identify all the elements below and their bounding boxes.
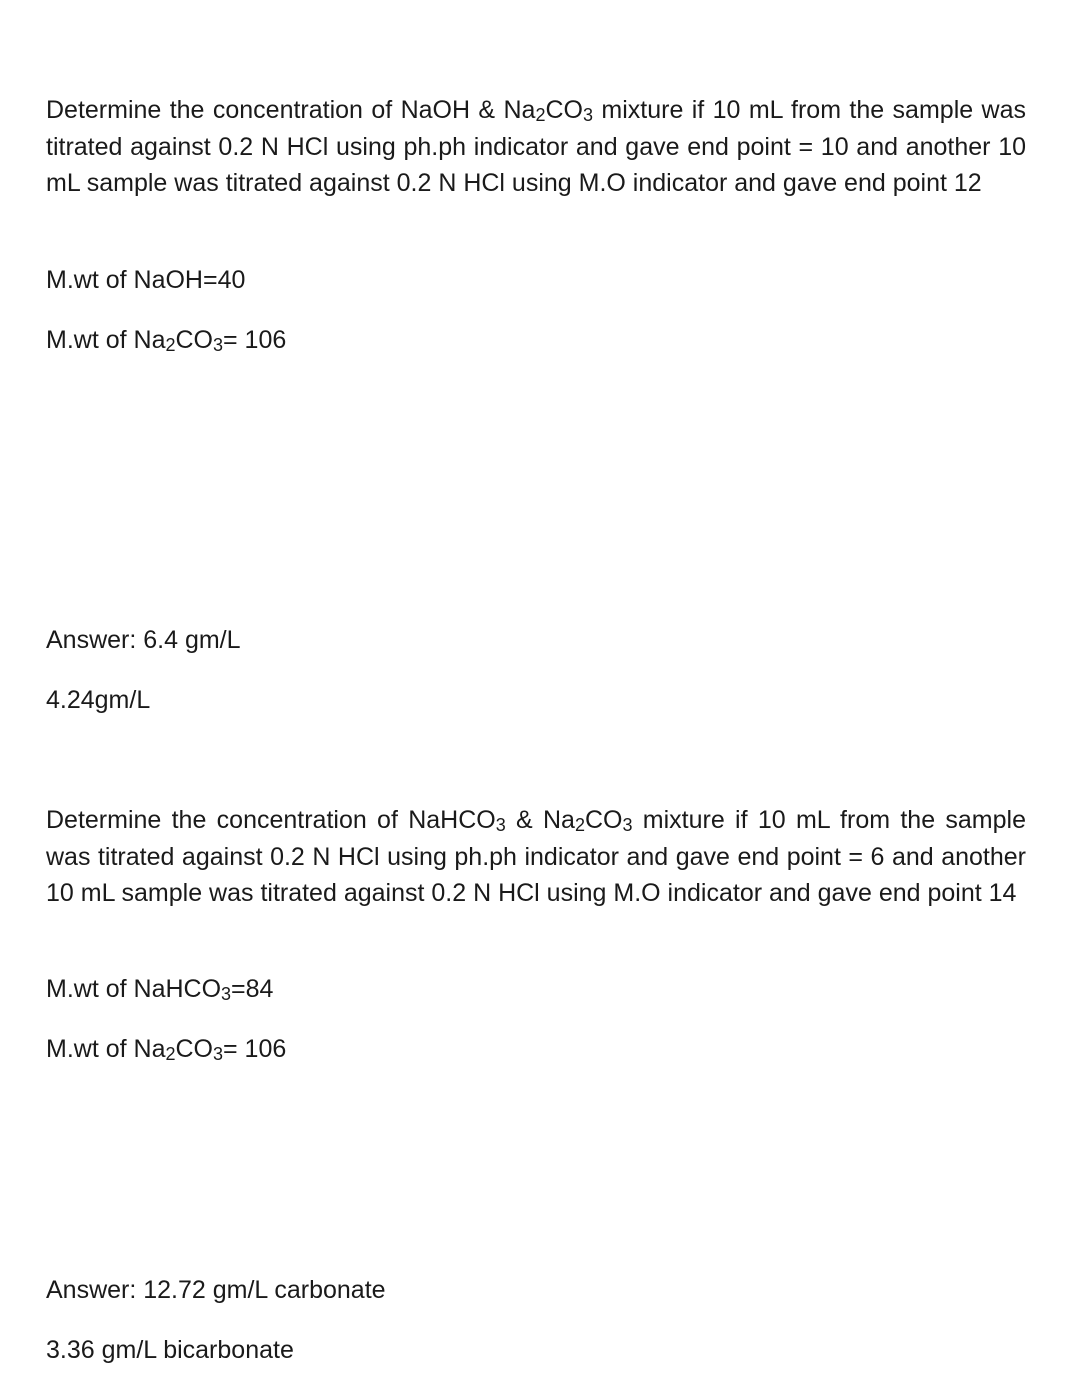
q2-subscript: 3 (622, 815, 633, 836)
q1-mwt-subscript: 3 (213, 335, 224, 356)
q1-text-part: Determine the concentration of NaOH & Na (46, 96, 536, 124)
q1-text-part: CO (545, 96, 583, 124)
q1-subscript: 3 (582, 105, 593, 126)
q1-mwt-subscript: 2 (165, 335, 176, 356)
q2-answer-2: 3.36 gm/L bicarbonate (46, 1336, 294, 1364)
q1-subscript: 2 (535, 105, 546, 126)
q2-subscript: 3 (495, 815, 506, 836)
question-1-text (46, 92, 1026, 202)
q2-molecular-weight-na2co3 (46, 1034, 286, 1064)
q1-mwt-part: CO (175, 326, 213, 354)
q2-text-part: Determine the concentration of NaHCO (46, 806, 496, 834)
q2-mwt-part: CO (175, 1035, 213, 1063)
q1-mwt-part: = 106 (223, 326, 287, 354)
q2-text-part: CO (584, 806, 623, 834)
q1-text-part: mixture if 10 mL from the sample was titrated against 0.2 N HCl using ph.ph indicator and gave end point = 10 and another 10 mL sample was titrated against 0.2 N HCl using M.O indicator and gave end point 12 (46, 96, 1026, 197)
q1-molecular-weight-na2co3 (46, 325, 286, 355)
q2-mwt-subscript: 3 (213, 1044, 224, 1065)
q2-subscript: 2 (574, 815, 585, 836)
q2-mwt-subscript: 2 (165, 1044, 176, 1065)
q2-mwt-part: = 106 (223, 1035, 287, 1063)
q2-text-part: & Na (505, 806, 575, 834)
q2-answer-1: Answer: 12.72 gm/L carbonate (46, 1276, 386, 1304)
q2-text-part: mixture if 10 mL from the sample was titrated against 0.2 N HCl using ph.ph indicator and gave end point = 6 and another 10 mL sample was titrated against 0.2 N HCl using M.O indicator and gave end point 14 (46, 806, 1026, 907)
q2-molecular-weight-nahco3 (46, 974, 273, 1004)
q2-mwt-part: M.wt of NaHCO (46, 975, 222, 1003)
q2-mwt-part: M.wt of Na (46, 1035, 166, 1063)
q1-molecular-weight-naoh: M.wt of NaOH=40 (46, 266, 246, 294)
q2-mwt-part: =84 (231, 975, 274, 1003)
q2-mwt-subscript: 3 (221, 984, 232, 1005)
q1-answer-2: 4.24gm/L (46, 686, 151, 714)
q1-mwt-part: M.wt of Na (46, 326, 166, 354)
question-2-text (46, 802, 1026, 912)
q1-answer-1: Answer: 6.4 gm/L (46, 626, 241, 654)
